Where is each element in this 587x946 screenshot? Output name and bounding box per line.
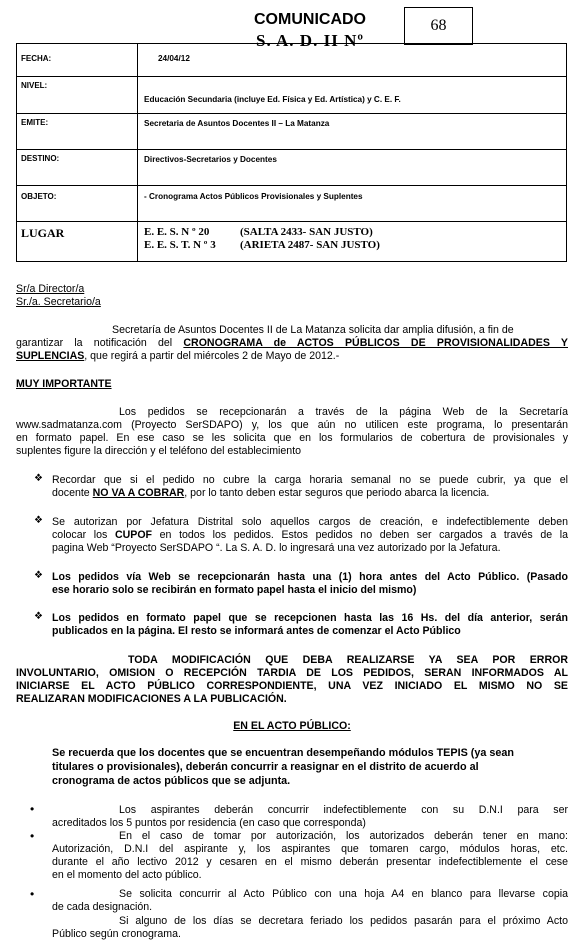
bullet-1-line-2	[52, 487, 568, 500]
final-3-line-1: Se solicita concurrir al Acto Público con una hoja A4 en blanco para llevarse copia	[119, 888, 568, 900]
acto-line-1: Se recuerda que los docentes que se encuentran desempeñando módulos TEPIS (ya sean	[52, 747, 515, 759]
nivel-value: Educación Secundaria (incluye Ed. Física y Ed. Artística) y C. E. F.	[138, 77, 567, 114]
document-subtitle: S. A. D. II Nº	[256, 31, 364, 50]
final-2-line-4: en el momento del acto público.	[52, 869, 202, 881]
bullet-3-line-1: Los pedidos vía Web se recepcionarán hasta una (1) hora antes del Acto Público. (Pasado	[52, 571, 568, 583]
emite-label: EMITE:	[17, 114, 138, 150]
important-heading: MUY IMPORTANTE	[16, 378, 112, 390]
emite-value: Secretaria de Asuntos Docentes II – La Matanza	[138, 114, 567, 150]
fecha-label: FECHA:	[17, 44, 138, 77]
intro-text: garantizar la notificación del	[16, 337, 184, 349]
bullet-2-text-end: en todos los pedidos. Estos pedidos no deben ser cargados a través de la	[152, 529, 568, 541]
bullet-4-line-1: Los pedidos en formato papel que se recepcionen hasta las 16 Hs. del día anterior, serán	[52, 612, 568, 624]
important-line-2: www.sadmatanza.com (Proyecto SerSDAPO) y, los que aún no utilicen este programa, lo presentarán	[16, 419, 568, 431]
intro-line-2	[16, 337, 568, 350]
warning-line-2: INVOLUNTARIO, OMISION O RECEPCIÓN TARDIA DE LOS PEDIDOS, SERAN INFORMADOS AL	[16, 667, 568, 679]
bullet-2-line-1: Se autorizan por Jefatura Distrital solo aquellos cargos de creación, e indefectiblemente deben	[52, 516, 568, 528]
warning-line-3: INICIARSE EL ACTO PÚBLICO CORRESPONDIENTE, UNA VEZ INICIADO EL MISMO NO SE	[16, 680, 568, 692]
final-1-line-2: acreditados los 5 puntos por residencia (en caso que corresponda)	[52, 817, 366, 829]
bullet-1-emphasis: NO VA A COBRAR	[92, 487, 185, 499]
important-line-3: en formato papel. En ese caso se les solicita que en los formularios de cobertura de provisionales y	[16, 432, 568, 444]
objeto-label: OBJETO:	[17, 186, 138, 222]
acto-line-3: cronograma de actos públicos que se adjunta.	[52, 775, 291, 787]
fecha-value: 24/04/12	[138, 44, 567, 77]
final-2-line-2: Autorización, D.N.I del aspirante y, los aspirantes que tomaren cargo, módulos horas, etc.	[52, 843, 568, 855]
bullet-4-line-2: publicados en la página. El resto se informará antes de comenzar el Acto Público	[52, 625, 461, 637]
bullet-1-text: docente	[52, 487, 93, 499]
destino-label: DESTINO:	[17, 150, 138, 186]
bullet-2-line-2	[52, 529, 568, 542]
acto-heading: EN EL ACTO PÚBLICO:	[233, 720, 351, 732]
info-table	[16, 43, 567, 262]
bullet-dot-icon: •	[30, 887, 35, 901]
bullet-2-line-3: pagina Web “Proyecto SerSDAPO “. La S. A. D. lo ingresará una vez autorizado por la Jefatura.	[52, 542, 501, 554]
nivel-label: NIVEL:	[17, 77, 138, 114]
diamond-bullet-icon: ❖	[34, 473, 43, 484]
comunicado-number: 68	[404, 7, 473, 45]
intro-suplencias: SUPLENCIAS	[16, 350, 85, 362]
bullet-1-text-end: , por lo tanto deben estar seguros que periodo abarca la licencia.	[184, 487, 490, 499]
bullet-2-text: colocar los	[52, 529, 115, 541]
acto-line-2: titulares o provisionales), deberán concurrir a reasignar en el distrito de acuerdo al	[52, 761, 479, 773]
destino-value: Directivos-Secretarios y Docentes	[138, 150, 567, 186]
final-4-line-1: Si alguno de los días se decretara feriado los pedidos pasarán para el próximo Acto	[119, 915, 568, 927]
intro-date-text: , que regirá a partir del miércoles 2 de Mayo de 2012.-	[84, 350, 340, 362]
final-4-line-2: Público según cronograma.	[52, 928, 181, 940]
bullet-dot-icon: •	[30, 829, 35, 843]
important-line-1: Los pedidos se recepcionarán a través de la página Web de la Secretaría	[119, 406, 568, 418]
intro-line-3	[16, 350, 568, 363]
intro-cronograma: CRONOGRAMA de ACTOS PÚBLICOS DE PROVISIONALIDADES Y	[183, 337, 568, 349]
important-line-4: suplentes figure la dirección y el teléfono del establecimiento	[16, 445, 302, 457]
salutation-director: Sr/a Director/a	[16, 283, 85, 295]
final-1-line-1: Los aspirantes deberán concurrir indefectiblemente con su D.N.I para ser	[119, 804, 568, 816]
final-2-line-1: En el caso de tomar por autorización, los autorizados deberán tener en mano:	[119, 830, 568, 842]
salutation-secretario: Sr./a. Secretario/a	[16, 296, 101, 308]
bullet-dot-icon: •	[30, 802, 35, 816]
lugar-address-2: (ARIETA 2487- SAN JUSTO)	[240, 239, 380, 251]
diamond-bullet-icon: ❖	[34, 570, 43, 581]
lugar-label: LUGAR	[17, 222, 138, 262]
lugar-address-1: (SALTA 2433- SAN JUSTO)	[240, 226, 373, 238]
lugar-value	[138, 222, 567, 262]
diamond-bullet-icon: ❖	[34, 515, 43, 526]
warning-line-4: REALIZARAN MODIFICACIONES A LA PUBLICACIÓN.	[16, 693, 287, 705]
objeto-value: - Cronograma Actos Públicos Provisionales y Suplentes	[138, 186, 567, 222]
document-title: COMUNICADO	[254, 11, 366, 28]
bullet-3-line-2: ese horario solo se recibirán en formato papel hasta el inicio del mismo)	[52, 584, 417, 596]
bullet-2-cupof: CUPOF	[114, 529, 153, 541]
lugar-school-1: E. E. S. N º 20	[144, 226, 210, 238]
diamond-bullet-icon: ❖	[34, 611, 43, 622]
lugar-school-2: E. E. S. T. N º 3	[144, 239, 216, 251]
final-2-line-3: durante el año lectivo 2012 y cesaren en el mismo deberán presentar indefectiblemente el cese	[52, 856, 568, 868]
final-3-line-2: de cada designación.	[52, 901, 153, 913]
bullet-1-line-1: Recordar que si el pedido no cubre la carga horaria semanal no se puede cubrir, ya que el	[52, 474, 568, 486]
warning-line-1: TODA MODIFICACIÓN QUE DEBA REALIZARSE YA SEA POR ERROR	[128, 654, 568, 666]
intro-line-1: Secretaría de Asuntos Docentes II de La Matanza solicita dar amplia difusión, a fin de	[112, 324, 514, 336]
